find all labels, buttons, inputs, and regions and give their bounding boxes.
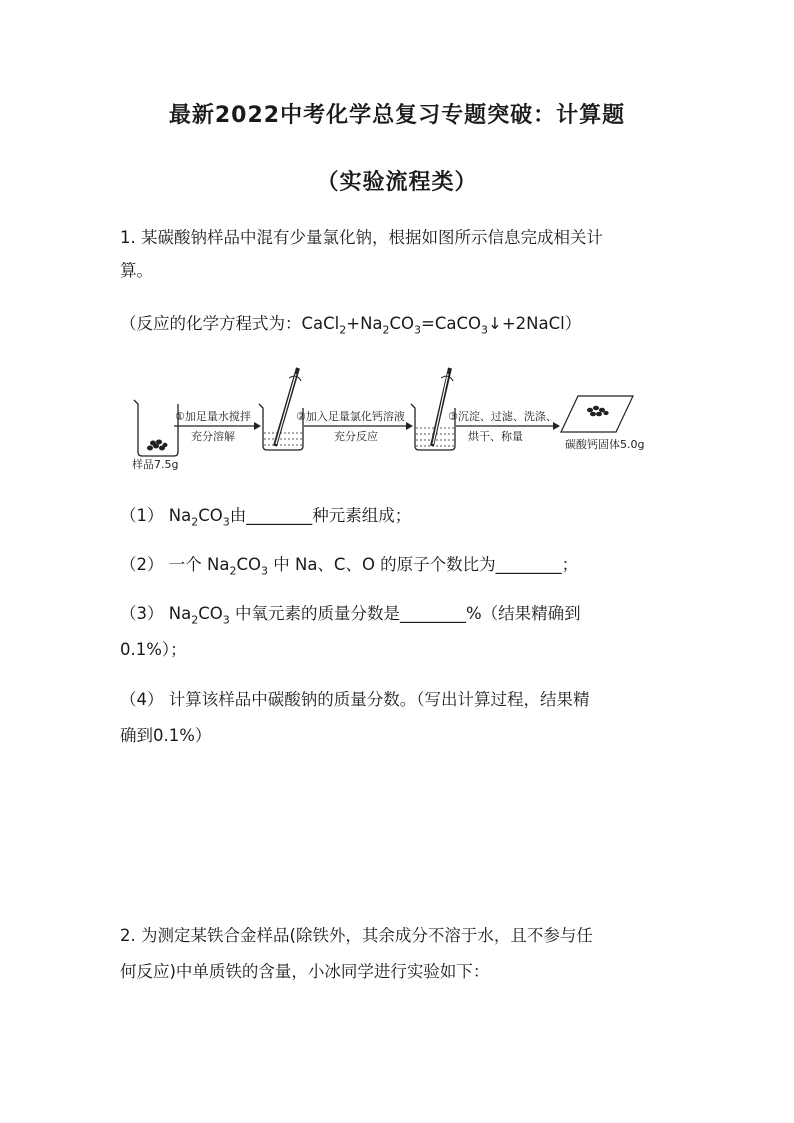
step3-top-label: ③沉淀、过滤、洗涤、 <box>448 410 557 423</box>
q1-part4: （4） 计算该样品中碳酸钠的质量分数。（写出计算过程，结果精 <box>120 690 590 709</box>
step1-arrow-icon <box>174 422 261 430</box>
stirring-beaker-icon <box>259 368 303 450</box>
q1-equation: （反应的化学方程式为：$CaCl_2+Na_2CO_3=CaCO_3↓+2NaCl$） <box>120 314 582 337</box>
q1-stem-line1: 1. 某碳酸钠样品中混有少量氯化钠，根据如图所示信息完成相关计 <box>120 228 603 247</box>
q2-stem-line2: 何反应)中单质铁的含量，小冰同学进行实验如下： <box>120 962 490 981</box>
q1-part3-cont: 0.1%）； <box>120 640 187 659</box>
reaction-beaker-icon <box>411 368 455 450</box>
step1-top-label: ①加足量水搅拌 <box>175 410 251 423</box>
q1-part4-cont: 确到0.1%） <box>120 726 212 745</box>
sample-beaker-icon <box>134 400 178 456</box>
q1-part1: （1） $Na_2CO_3$由________种元素组成； <box>120 506 412 529</box>
step2-arrow-icon <box>304 422 413 430</box>
title-line2: （实验流程类） <box>316 170 478 195</box>
step2-top-label: ②加入足量氯化钙溶液 <box>296 410 405 423</box>
q1-part3: （3） $Na_2CO_3$ 中氧元素的质量分数是________%（结果精确到 <box>120 604 581 627</box>
step2-bottom-label: 充分反应 <box>334 430 378 443</box>
step3-arrow-icon <box>456 422 560 430</box>
experiment-flow-diagram <box>128 360 648 475</box>
step3-bottom-label: 烘干、称量 <box>468 430 523 443</box>
title-line1: 最新2022中考化学总复习专题突破：计算题 <box>168 103 626 128</box>
sample-label: 样品7.5g <box>132 458 179 471</box>
q2-stem-line1: 2. 为测定某铁合金样品(除铁外，其余成分不溶于水，且不参与任 <box>120 926 593 945</box>
q1-part2: （2） 一个 $Na_2CO_3$ 中 Na、C、O 的原子个数比为________； <box>120 555 579 578</box>
q1-stem-line2: 算。 <box>120 261 153 280</box>
step1-bottom-label: 充分溶解 <box>191 430 235 443</box>
product-paper-icon <box>561 396 633 432</box>
product-label: 碳酸钙固体5.0g <box>565 438 645 451</box>
